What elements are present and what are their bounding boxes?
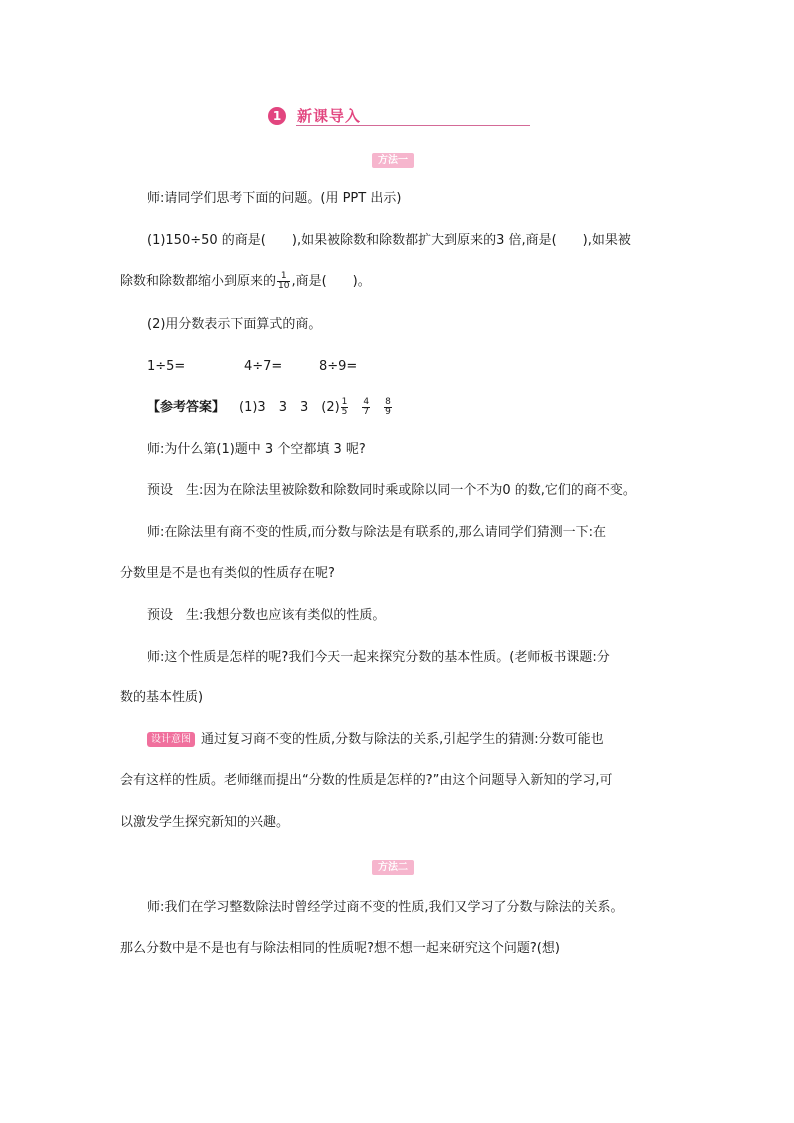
answer-values: (1)3 3 3 (2) — [239, 400, 340, 415]
answer-fraction-2 — [362, 398, 370, 417]
teacher-topic-line-2: 数的基本性质) — [120, 690, 204, 705]
method-two-line-2: 那么分数中是不是也有与除法相同的性质呢?想不想一起来研究这个问题?(想) — [120, 941, 560, 956]
design-intent-line-1 — [147, 731, 604, 749]
question-2: (2)用分数表示下面算式的商。 — [147, 317, 322, 332]
answer-fraction-1 — [341, 398, 349, 417]
fraction-numerator: 1 — [341, 397, 348, 407]
fraction-denominator: 9 — [385, 407, 391, 417]
answer-label: 【参考答案】 — [147, 400, 226, 415]
expression-1: 1÷5= — [147, 359, 186, 374]
question-1-line-2 — [120, 272, 371, 291]
fraction-denominator: 10 — [278, 281, 290, 291]
expression-2: 4÷7= — [244, 359, 283, 374]
fraction-numerator: 1 — [277, 272, 290, 282]
teacher-question-intro: 师:请同学们思考下面的问题。(用 PPT 出示) — [147, 191, 402, 206]
teacher-topic-line-1: 师:这个性质是怎样的呢?我们今天一起来探究分数的基本性质。(老师板书课题:分 — [147, 650, 610, 665]
fraction-numerator: 4 — [363, 397, 370, 407]
method-two-line-1: 师:我们在学习整数除法时曾经学过商不变的性质,我们又学习了分数与除法的关系。 — [147, 900, 624, 915]
method-one-tag: 方法一 — [372, 153, 414, 168]
teacher-why-question: 师:为什么第(1)题中 3 个空都填 3 呢? — [147, 442, 366, 457]
fraction-one-tenth — [277, 272, 290, 291]
teacher-guess-line-2: 分数里是不是也有类似的性质存在呢? — [120, 566, 335, 581]
design-intent-text-1: 通过复习商不变的性质,分数与除法的关系,引起学生的猜测:分数可能也 — [201, 732, 604, 747]
method-two-tag: 方法二 — [372, 860, 414, 875]
preset-answer-1: 预设 生:因为在除法里被除数和除数同时乘或除以同一个不为0 的数,它们的商不变。 — [147, 483, 636, 498]
design-intent-line-3: 以激发学生探究新知的兴趣。 — [120, 815, 290, 830]
question-1-line-2-text-a: 除数和除数都缩小到原来的 — [120, 274, 277, 289]
question-1-line-1: (1)150÷50 的商是( ),如果被除数和除数都扩大到原来的3 倍,商是( ),如果被 — [147, 233, 631, 248]
answer-fraction-3 — [384, 398, 392, 417]
reference-answer — [147, 398, 393, 417]
fraction-denominator: 7 — [363, 407, 370, 417]
question-1-line-2-text-b: ,商是( )。 — [291, 274, 371, 289]
preset-answer-2: 预设 生:我想分数也应该有类似的性质。 — [147, 608, 386, 623]
teacher-guess-line-1: 师:在除法里有商不变的性质,而分数与除法是有联系的,那么请同学们猜测一下:在 — [147, 525, 607, 540]
design-intent-line-2: 会有这样的性质。老师继而提出“分数的性质是怎样的?”由这个问题导入新知的学习,可 — [120, 773, 613, 788]
expression-3: 8÷9= — [319, 359, 358, 374]
section-title: 新课导入 — [297, 107, 362, 125]
section-number-badge: 1 — [268, 107, 286, 125]
design-intent-tag: 设计意图 — [147, 732, 195, 747]
fraction-denominator: 5 — [341, 407, 348, 417]
section-underline — [296, 125, 530, 126]
fraction-numerator: 8 — [385, 397, 391, 407]
